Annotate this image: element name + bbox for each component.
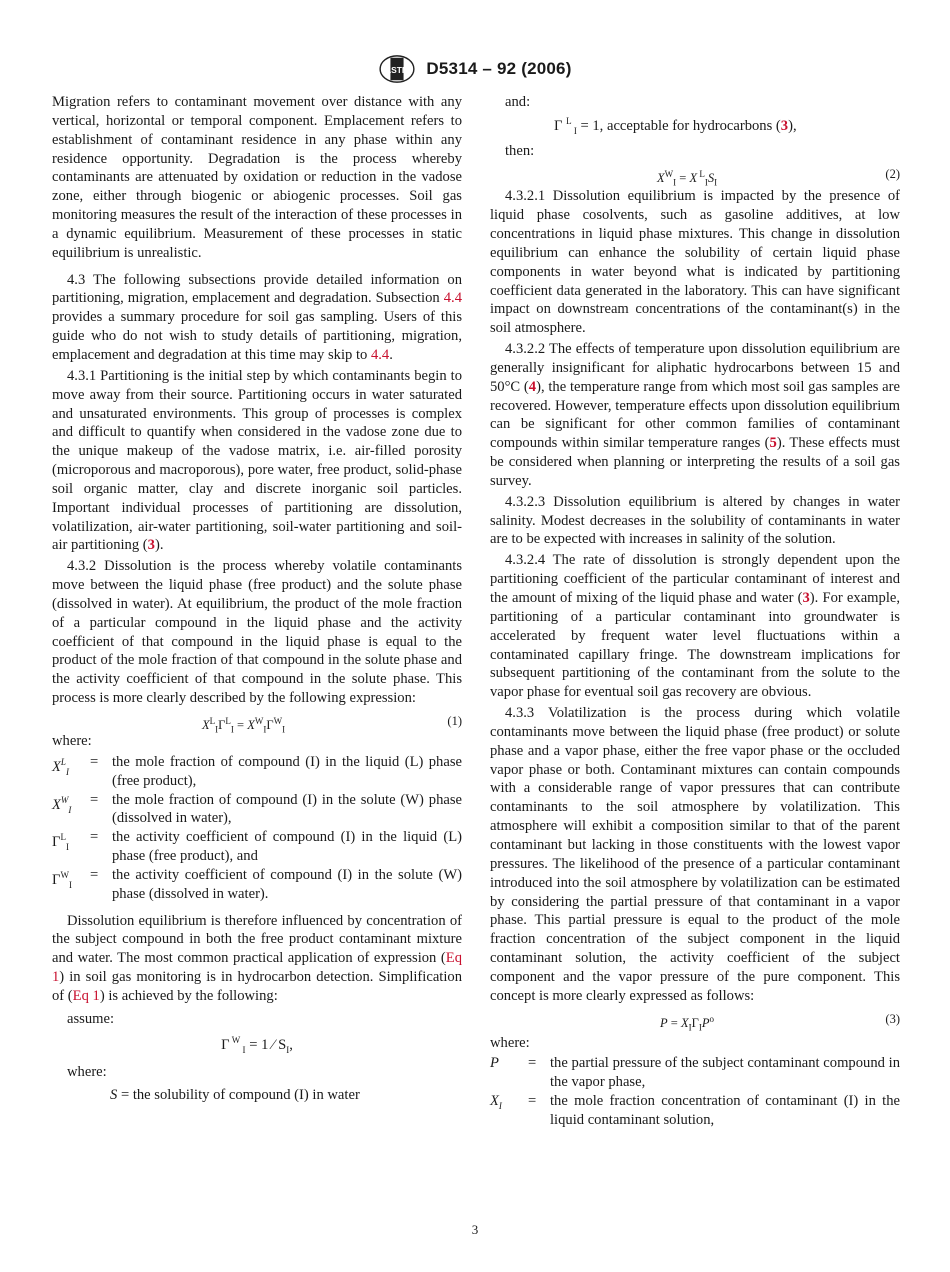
section-4-3-2-4: 4.3.2.4 The rate of dissolution is strongly dependent upon the partitioning coefficient of the particular contaminant of interest and the amount of mixing of the liquid phase and water (3). For example, partitioning of a particular contaminant into groundwater is accelerated by frequent water level fluctuations within a contaminated capillary fringe. The downstream implications for subsequent partitioning of the contaminant from the solute to the vapor phase for eventual soil gas recovery are obvious. [490,552,900,701]
page-number: 3 [471,1222,479,1237]
equation-3-number: (3) [885,1011,900,1026]
citation-3-right[interactable]: 3 [780,117,789,134]
and-label: and: [505,94,531,110]
left-column [52,93,462,1105]
section-4-3-2-3: 4.3.2.3 Dissolution equilibrium is altered by changes in water salinity. Modest decreases in the solubility of contaminants in water are to be expected with increases in salinity of the solution. [490,493,900,548]
assume-equation: Γ $^W$ $_I$ = 1 ⁄ $S_I$, [221,1034,293,1055]
definition-item: P = the partial pressure of the subject contaminant compound in the vapor phase, [490,1055,900,1091]
then-label: then: [505,143,535,160]
where-label-right: where: [490,1034,530,1051]
page-header [0,54,950,84]
section-4-3-2-1: 4.3.2.1 Dissolution equilibrium is impacted by the presence of liquid phase cosolvents, such as gasoline additives, at low concentrations in liquid phase mixtures. This change in dissolution equilibrium can enhance the solubility of certain liquid phase components in water beyond what is indicated by partitioning coefficient data generated in the laboratory. This can have significant impact on downstream concentrations of the contaminant(s) in the soil atmosphere. [490,188,900,337]
citation-4[interactable]: 4 [528,378,537,395]
link-section-4-4[interactable]: 4.4 [443,290,462,307]
standard-designation: D5314 – 92 (2006) [426,59,572,78]
equation-2: $X^W_I = X$ $^L_IS_I$ (2) [657,167,900,188]
astm-logo-icon [378,54,416,84]
section-4-3: 4.3 The following subsections provide detailed information on partitioning, migration, emplacement and degradation. Subsection 4.4 provides a summary procedure for soil gas sampling. Users of this guide who do not wish to study details of partitioning, migration, emplacement and degradation at this time may skip to 4.4. [52,271,462,363]
section-4-3-2-2: 4.3.2.2 The effects of temperature upon dissolution equilibrium are generally insignificant for aliphatic hydrocarbons between 15 and 50°C (4), the temperature range from which most soil gas samples are recovered. However, temperature effects upon dissolution equilibrium can be significant for other common families of contaminant compounds within similar temperature ranges (5). These effects must be considered when planning or interpreting the results of a soil gas survey. [490,341,900,489]
and-equation: Γ $^L$ $_I$ = 1, acceptable for hydrocarbons (3), [554,115,797,136]
equation-1: $X^L_I\Gamma^L_I = X^W_I\Gamma^W_I$ (1) [202,714,462,735]
assume-label: assume: [67,1010,115,1027]
section-4-3-3: 4.3.3 Volatilization is the process during which volatile contaminants move between the liquid phase (free product) or solute phase and a vapor phase, either the free vapor phase or the occluded vapor phase or both. Contaminant mixtures can contain compounds with a considerable range of vapor pressures that can contribute contaminants to the soil atmosphere by volatilization. This atmosphere will exhibit a composition similar to that of the parent contaminant but lacking in those constituents with the lowest vapor pressures. The likelihood of the presence of a particular contaminant introduced into the soil atmosphere by volatilization can be estimated by considering the partial pressure of that contaminant in a vapor phase. This partial pressure is equal to the product of the mole fraction concentration of the subject component in the liquid contaminant solution, the activity coefficient of the subject component and the vapor pressure of the pure component. This concept is more clearly expressed as follows: [490,705,900,1004]
definition-item: $\Gamma^W_I$ = the activity coefficient of compound (I) in the solute (W) phase (dissolved in water). [52,866,462,902]
solubility-definition: S = the solubility of compound (I) in water [110,1087,360,1104]
paragraph-dissolution: Dissolution equilibrium is therefore influenced by concentration of the subject compound in both the free product contaminant mixture and water. The most common practical application of expression (Eq 1) in soil gas monitoring is in hydrocarbon detection. Simplification of (Eq 1) is achieved by the following: [52,912,462,1004]
definition-item: $X^W_I$ = the mole fraction of compound (I) in the solute (W) phase (dissolved in water), [52,791,462,827]
section-4-3-2: 4.3.2 Dissolution is the process whereby volatile contaminants move between the liquid phase (free product) and the solute phase (dissolved in water). At equilibrium, the product of the mole fraction of a particular compound in the liquid phase and the activity coefficient of that compound in the liquid phase is equal to the product of the mole fraction of that compound in the solute phase and the activity coefficient of that compound in the solute phase. This process is more clearly described by the following expression: [52,558,462,707]
definition-list-1 [52,753,462,904]
definition-list-2 [490,1054,900,1129]
equation-1-number: (1) [447,714,462,728]
link-section-4-4-b[interactable]: 4.4 [370,346,390,363]
citation-3-b[interactable]: 3 [802,590,810,607]
equation-2-number: (2) [885,167,900,182]
equation-3: $P = X_I\Gamma_IP^o$ (3) [660,1011,900,1033]
link-eq-1-b[interactable]: Eq 1 [72,987,100,1004]
paragraph-intro: Migration refers to contaminant movement over distance with any vertical, horizontal or temporal component. Emplacement refers to establishment of contaminant residence in any phase within any residence opportunity. Degradation is the process whereby contaminants are attenuated by oxidation or reduction in the vadose zone, either through biogenic or abiogenic processes. Soil gas monitoring measures the result of the interaction of these processes in a dynamic equilibrium. Measurement of these processes in static equilibrium is unrealistic. [52,94,462,261]
where-label-2: where: [67,1064,107,1081]
where-label: where: [52,733,92,749]
section-4-3-1: 4.3.1 Partitioning is the initial step by which contaminants begin to move away from their source. Partitioning occurs in water saturated and unsaturated environments. This group of processes is complex and difficult to quantify when considered in the vadose zone due to the unique makeup of the vadose matrix, i.e. air-filled porosity (microporous and macroporous), pore water, free product, solid-phase soil organic matter, clay and discrete inorganic soil particles. Important individual processes of partitioning are dissolution, volatilization, air-water partitioning, soil-water partitioning and soil-air partitioning (3). [52,367,462,554]
right-column [490,93,900,1130]
definition-item: $X_I$ = the mole fraction concentration of contaminant (I) in the liquid contaminant solution, [490,1093,900,1128]
link-eq-1[interactable]: Eq 1 [52,950,462,986]
svg-text:ASTM: ASTM [385,64,410,75]
definition-item: $X^L_I$ = the mole fraction of compound (I) in the liquid (L) phase (free product), [52,753,462,789]
citation-3[interactable]: 3 [147,537,155,554]
citation-5[interactable]: 5 [769,435,777,452]
definition-item: $\Gamma^L_I$ = the activity coefficient of compound (I) in the liquid (L) phase (free product), and [52,829,462,865]
